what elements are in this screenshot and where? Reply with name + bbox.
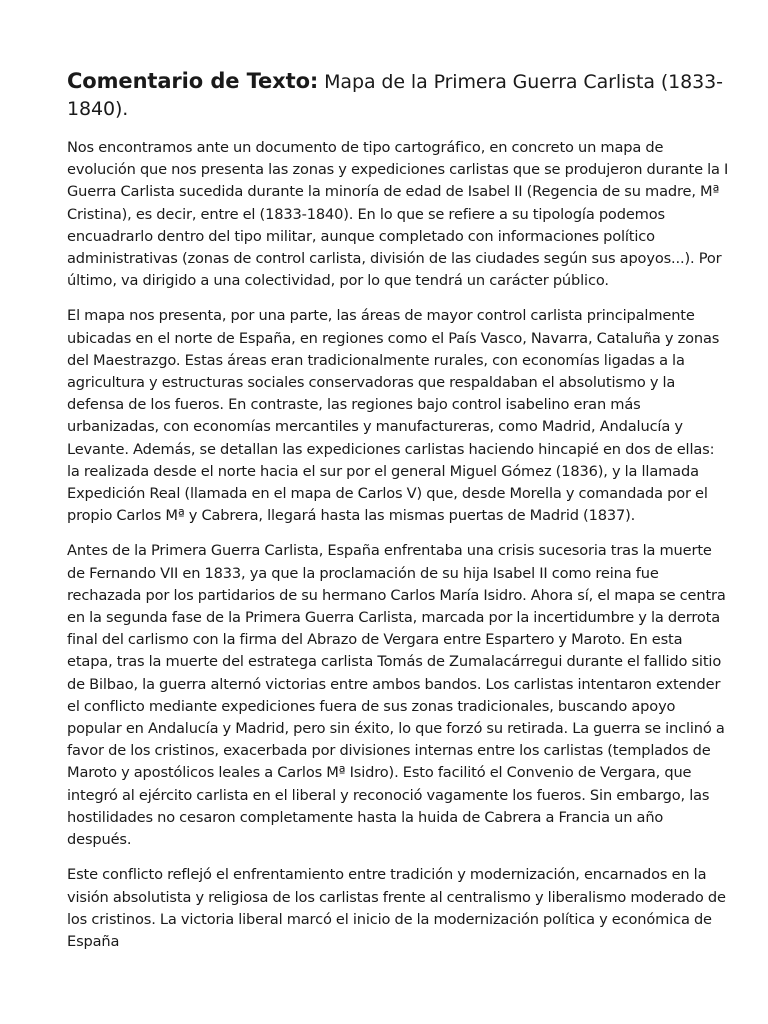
paragraph-4: Este conflicto reflejó el enfrentamiento entre tradición y modernización, encarnados en la visión absolutista y religiosa de los carlistas frente al centralismo y liberalismo moderado de los cristinos. La victoria liberal marcó el inicio de la modernización política y económica de España (67, 866, 726, 950)
paragraph-2: El mapa nos presenta, por una parte, las áreas de mayor control carlista principalmente ubicadas en el norte de España, en regiones como el País Vasco, Navarra, Cataluña y zonas del Maestrazgo. Estas áreas eran tradicionalmente rurales, con economías ligadas a la agricultura y estructuras sociales conservadoras que respaldaban el absolutismo y la defensa de los fueros. En contraste, las regiones bajo control isabelino eran más urbanizadas, con economías mercantiles y manufactureras, como Madrid, Andalucía y Levante. Además, se detallan las expediciones carlistas haciendo hincapié en dos de ellas: la realizada desde el norte hacia el sur por el general Miguel Gómez (1836), y la llamada Expedición Real (llamada en el mapa de Carlos V) que, desde Morella y comandada por el propio Carlos Mª y Cabrera, llegará hasta las mismas puertas de Madrid (1837). (67, 307, 720, 525)
title-subject: Mapa de la Primera Guerra Carlista (1833-1840). (67, 71, 723, 120)
paragraph-1: Nos encontramos ante un documento de tipo cartográfico, en concreto un mapa de evolución que nos presenta las zonas y expediciones carlistas que se produjeron durante la I Guerra Carlista sucedida durante la minoría de edad de Isabel II (Regencia de su madre, Mª Cristina), es decir, entre el (1833-1840). En lo que se refiere a su tipología podemos encuadrarlo dentro del tipo militar, aunque completado con informaciones político administrativas (zonas de control carlista, división de las ciudades según sus apoyos...). Por último, va dirigido a una colectividad, por lo que tendrá un carácter público. (67, 139, 729, 290)
paragraph-3: Antes de la Primera Guerra Carlista, España enfrentaba una crisis sucesoria tras la muerte de Fernando VII en 1833, ya que la proclamación de su hija Isabel II como reina fue rechazada por los partidarios de su hermano Carlos María Isidro. Ahora sí, el mapa se centra en la segunda fase de la Primera Guerra Carlista, marcada por la incertidumbre y la derrota final del carlismo con la firma del Abrazo de Vergara entre Espartero y Maroto. En esta etapa, tras la muerte del estratega carlista Tomás de Zumalacárregui durante el fallido sitio de Bilbao, la guerra alternó victorias entre ambos bandos. Los carlistas intentaron extender el conflicto mediante expediciones fuera de sus zonas tradicionales, buscando apoyo popular en Andalucía y Madrid, pero sin éxito, lo que forzó su retirada. La guerra se inclinó a favor de los cristinos, exacerbada por divisiones internas entre los carlistas (templados de Maroto y apostólicos leales a Carlos Mª Isidro). Esto facilitó el Convenio de Vergara, que integró al ejército carlista en el liberal y reconoció vagamente los fueros. Sin embargo, las hostilidades no cesaron completamente hasta la huida de Cabrera a Francia un año después. (67, 542, 726, 849)
document-title (67, 68, 730, 123)
title-bold-label: Comentario de Texto: (67, 69, 319, 93)
